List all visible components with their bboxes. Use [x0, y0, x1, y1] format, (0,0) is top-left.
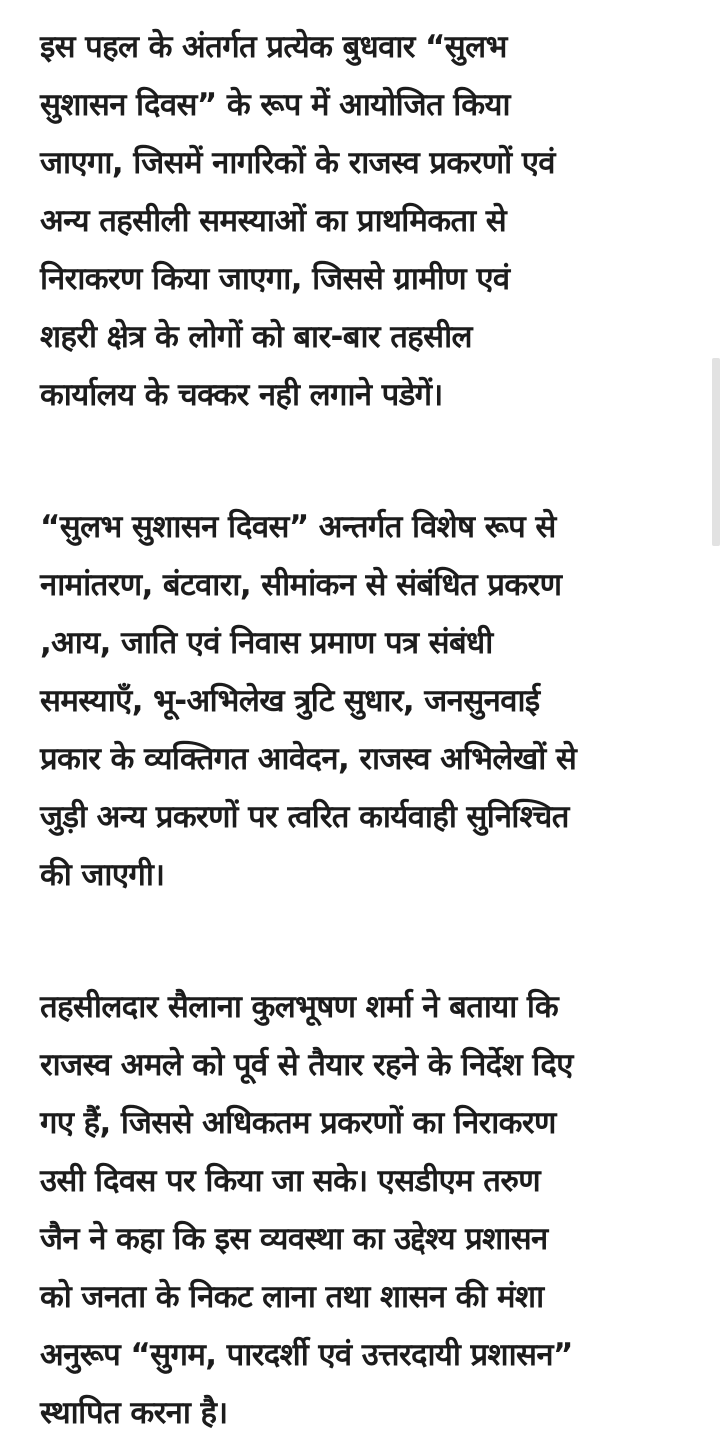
text-line: जाएगा, जिसमें नागरिकों के राजस्व प्रकरणों एवं: [40, 145, 555, 181]
paragraph-2: [40, 498, 690, 904]
text-line: तहसीलदार सैलाना कुलभूषण शर्मा ने बताया कि: [40, 989, 559, 1025]
text-line: इस पहल के अंतर्गत प्रत्येक बुधवार “सुलभ: [40, 29, 507, 65]
text-line: निराकरण किया जाएगा, जिससे ग्रामीण एवं: [40, 261, 510, 297]
text-line: शहरी क्षेत्र के लोगों को बार-बार तहसील: [40, 319, 472, 355]
paragraph-1: [40, 18, 690, 424]
text-line: सुशासन दिवस” के रूप में आयोजित किया: [40, 87, 510, 123]
text-line: कार्यालय के चक्कर नही लगाने पडेगें।: [40, 377, 443, 413]
text-line: को जनता के निकट लाना तथा शासन की मंशा: [40, 1279, 544, 1315]
paragraph-gap: [40, 904, 690, 978]
text-line: राजस्व अमले को पूर्व से तैयार रहने के निर्देश दिए: [40, 1047, 573, 1083]
text-line: जुड़ी अन्य प्रकरणों पर त्वरित कार्यवाही सुनिश्चित: [40, 799, 569, 835]
article-body: [40, 18, 690, 1442]
text-line: गए हैं, जिससे अधिकतम प्रकरणों का निराकरण: [40, 1105, 556, 1141]
text-line: उसी दिवस पर किया जा सके। एसडीएम तरुण: [40, 1163, 541, 1199]
text-line: की जाएगी।: [40, 857, 165, 893]
text-line: अनुरूप “सुगम, पारदर्शी एवं उत्तरदायी प्रशासन”: [40, 1337, 573, 1373]
text-line: “सुलभ सुशासन दिवस” अन्तर्गत विशेष रूप से: [40, 509, 556, 545]
paragraph-gap: [40, 424, 690, 498]
text-line: नामांतरण, बंटवारा, सीमांकन से संबंधित प्रकरण: [40, 567, 562, 603]
text-line: अन्य तहसीली समस्याओं का प्राथमिकता से: [40, 203, 507, 239]
text-line: स्थापित करना है।: [40, 1395, 228, 1431]
text-line: प्रकार के व्यक्तिगत आवेदन, राजस्व अभिलेखों से: [40, 741, 577, 777]
scrollbar-thumb[interactable]: [712, 358, 720, 546]
paragraph-3: [40, 978, 690, 1442]
text-line: समस्याएँ, भू-अभिलेख त्रुटि सुधार, जनसुनवाई: [40, 683, 540, 719]
text-line: ,आय, जाति एवं निवास प्रमाण पत्र संबंधी: [40, 625, 493, 661]
text-line: जैन ने कहा कि इस व्यवस्था का उद्देश्य प्रशासन: [40, 1221, 548, 1257]
